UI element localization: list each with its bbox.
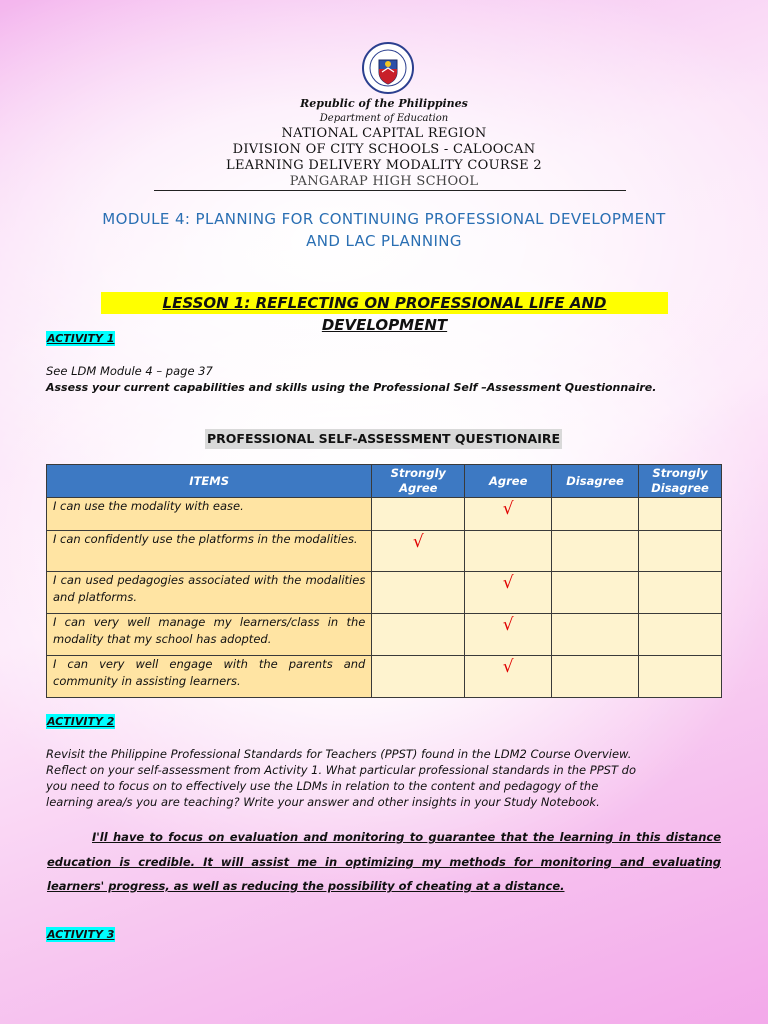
rating-cell [372, 498, 465, 531]
check-mark-icon: √ [502, 573, 514, 593]
header-items: ITEMS [47, 465, 372, 498]
division-text: DIVISION OF CITY SCHOOLS - CALOOCAN [232, 142, 536, 157]
rating-cell [372, 531, 465, 572]
questionnaire-item: I can use the modality with ease. [47, 498, 372, 531]
header-strongly-disagree: Strongly Disagree [639, 465, 722, 498]
questionnaire-item: I can confidently use the platforms in the modalities. [47, 531, 372, 572]
rating-cell [552, 572, 639, 614]
activity2-prompt-line: you need to focus on to effectively use the LDMs in relation to the content and pedagogy of the [46, 779, 599, 793]
questionnaire-title: PROFESSIONAL SELF-ASSESSMENT QUESTIONAIRE [205, 429, 562, 449]
check-mark-icon: √ [502, 499, 514, 519]
rating-cell [639, 614, 722, 656]
check-mark-icon: √ [412, 532, 424, 552]
rating-cell [465, 531, 552, 572]
region-text: NATIONAL CAPITAL REGION [281, 126, 487, 141]
header-strongly-agree: Strongly Agree [372, 465, 465, 498]
questionnaire-item: I can very well engage with the parents and community in assisting learners. [47, 656, 372, 698]
check-mark-icon: √ [502, 615, 514, 635]
course-text: LEARNING DELIVERY MODALITY COURSE 2 [226, 158, 542, 173]
activity1-reference: See LDM Module 4 – page 37 [46, 364, 213, 378]
rating-cell [465, 572, 552, 614]
activity3-label: ACTIVITY 3 [47, 928, 115, 941]
table-row [47, 531, 722, 572]
rating-cell [552, 656, 639, 698]
module-title-line1: MODULE 4: PLANNING FOR CONTINUING PROFESSIONAL DEVELOPMENT [102, 210, 666, 228]
activity2-prompt-line: Revisit the Philippine Professional Standards for Teachers (PPST) found in the LDM2 Course Overview. [46, 747, 632, 761]
rating-cell [552, 614, 639, 656]
module-title-line2: AND LAC PLANNING [306, 232, 462, 250]
table-row [47, 498, 722, 531]
questionnaire-table [46, 464, 722, 698]
questionnaire-item: I can very well manage my learners/class in the modality that my school has adopted. [47, 614, 372, 656]
table-row [47, 656, 722, 698]
activity1-instruction: Assess your current capabilities and skills using the Professional Self –Assessment Questionnaire. [46, 381, 657, 394]
department-text: Department of Education [319, 113, 449, 124]
table-row [47, 572, 722, 614]
header-disagree: Disagree [552, 465, 639, 498]
rating-cell [465, 656, 552, 698]
rating-cell [552, 498, 639, 531]
rating-cell [639, 531, 722, 572]
questionnaire-header-row [47, 465, 722, 498]
rating-cell [465, 614, 552, 656]
deped-seal-icon [362, 42, 414, 94]
check-mark-icon: √ [502, 657, 514, 677]
table-row [47, 614, 722, 656]
rating-cell [639, 498, 722, 531]
questionnaire-item: I can used pedagogies associated with the modalities and platforms. [47, 572, 372, 614]
rating-cell [372, 572, 465, 614]
rating-cell [372, 656, 465, 698]
activity1-label: ACTIVITY 1 [47, 332, 115, 345]
header-agree: Agree [465, 465, 552, 498]
activity2-answer: I'll have to focus on evaluation and monitoring to guarantee that the learning in this distance education is credible. It will assist me in optimizing my methods for monitoring and evaluating learners' progress, as well as reducing the possibility of cheating at a distance. [47, 830, 721, 893]
rating-cell [639, 572, 722, 614]
header-divider [154, 190, 626, 191]
activity2-prompt-line: Reflect on your self-assessment from Activity 1. What particular professional standards in the PPST do [46, 763, 636, 777]
lesson-title: LESSON 1: REFLECTING ON PROFESSIONAL LIFE AND DEVELOPMENT [101, 292, 668, 314]
activity2-prompt-line: learning area/s you are teaching? Write your answer and other insights in your Study Notebook. [46, 795, 600, 809]
republic-text: Republic of the Philippines [300, 97, 468, 110]
rating-cell [639, 656, 722, 698]
rating-cell [552, 531, 639, 572]
rating-cell [372, 614, 465, 656]
school-text: PANGARAP HIGH SCHOOL [289, 174, 479, 189]
rating-cell [465, 498, 552, 531]
activity2-label: ACTIVITY 2 [47, 715, 115, 728]
